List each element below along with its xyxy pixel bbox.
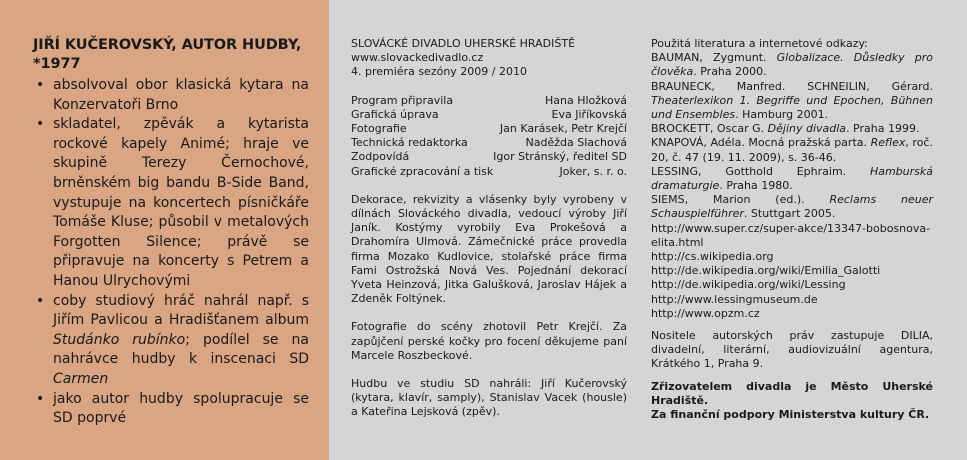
reference-title: Hamburská dramaturgie <box>651 164 933 193</box>
credit-row <box>351 108 627 122</box>
link-list <box>651 222 933 321</box>
credit-name: Eva Jiříkovská <box>551 107 627 121</box>
credit-row <box>351 136 627 150</box>
literature-column <box>651 37 933 422</box>
web-link[interactable]: http://www.opzm.cz <box>651 306 760 320</box>
reference-text: . Praha 1999. <box>846 122 920 136</box>
credit-role: Technická redaktorka <box>351 136 468 150</box>
credit-name: Joker, s. r. o. <box>559 164 627 178</box>
reference-item <box>651 122 933 136</box>
bio-item: • absolvoval obor klasická kytara na Konzervatoři Brno <box>33 76 309 115</box>
bio-item: • jako autor hudby spolupracuje se SD poprvé <box>33 390 309 429</box>
music-paragraph: Hudbu ve studiu SD nahráli: Jiří Kučerovský (kytara, klavír, samply), Stanislav Vacek (housle) a Kateřina Lejsková (zpěv). <box>351 377 627 419</box>
workshop-paragraph: Dekorace, rekvizity a vlásenky byly vyrobeny v dílnách Slováckého divadla, vedoucí výroby Jiří Janík. Kostýmy vyrobily Eva Prokešová a Drahomíra Ulmová. Zámečnické práce provedla firma Mozako Kudlovice, stolařské práce firma Fami Ostrožská Nová Ves. Pojednání dekorací Yveta Heinzová, Jitka Galušková, Jaroslav Hájek a Zdeněk Foltýnek. <box>351 192 627 306</box>
reference-text: BRAUNECK, Manfred. SCHNEILIN, Gérard. <box>651 79 933 93</box>
web-link[interactable]: http://www.super.cz/super-akce/13347-bobosnova-elita.html <box>651 221 931 249</box>
credits-panel <box>329 0 967 460</box>
photo-paragraph: Fotografie do scény zhotovil Petr Krejčí. Za zapůjčení perské kočky pro focení děkujeme paní Marcele Roszbeckové. <box>351 320 627 362</box>
credit-row <box>351 122 627 136</box>
rights-notice: Nositele autorských práv zastupuje DILIA, divadelní, literární, audiovizuální agentura, Krátkého 1, Praha 9. <box>651 329 933 371</box>
web-link[interactable]: http://de.wikipedia.org/wiki/Lessing <box>651 278 846 292</box>
reference-text: . Praha 2000. <box>693 65 767 79</box>
credit-name: Hana Hložková <box>544 93 627 107</box>
bio-item <box>33 292 309 390</box>
reference-title: Reclams neuer Schauspielführer <box>651 193 933 221</box>
theatre-website: www.slovackedivadlo.cz <box>351 51 484 65</box>
credit-name: Igor Stránský, ředitel SD <box>493 150 627 164</box>
credit-role: Grafická úprava <box>351 107 439 121</box>
bio-item: • skladatel, zpěvák a kytarista rockové kapely Animé; hraje ve skupině Terezy Černochové, brněnském big bandu B-Side Band, vystupuje na koncertech písničkáře Tomáše Kluse; působil v metalových Forgotten Silence; právě se připravuje na koncerty s Petrem a Hanou Ulrychovými <box>33 115 309 291</box>
credits-list <box>351 94 627 179</box>
credit-role: Grafické zpracování a tisk <box>351 164 494 178</box>
credit-row <box>351 94 627 108</box>
reference-text: SIEMS, Marion (ed.). <box>651 193 830 207</box>
credit-role: Fotografie <box>351 122 407 136</box>
credit-row <box>351 150 627 164</box>
literature-heading: Použitá literatura a internetové odkazy: <box>651 37 868 50</box>
composer-bio-panel <box>0 0 329 460</box>
reference-title: Globalizace. Důsledky pro člověka <box>651 51 934 79</box>
founder-notice: Zřizovatelem divadla je Město Uherské Hradiště. <box>651 379 933 407</box>
theatre-name: SLOVÁCKÉ DIVADLO UHERSKÉ HRADIŠTĚ <box>351 37 576 50</box>
web-link[interactable]: http://de.wikipedia.org/wiki/Emilia_Galotti <box>651 264 881 278</box>
reference-item <box>651 51 933 79</box>
credit-role: Zodpovídá <box>351 150 410 164</box>
reference-text: . Praha 1980. <box>719 179 793 193</box>
reference-text: KNAPOVÁ, Adéla. Mocná pražská parta. <box>651 136 871 150</box>
reference-text: BROCKETT, Oscar G. <box>651 122 768 136</box>
reference-text: . Stuttgart 2005. <box>743 207 836 221</box>
composer-name: JIŘÍ KUČEROVSKÝ, AUTOR HUDBY, <box>33 37 302 53</box>
support-notice: Za finanční podpory Ministerstva kultury ČR. <box>651 408 930 422</box>
credit-name: Naděžda Slachová <box>525 136 627 150</box>
bio-text: coby studiový hráč nahrál např. s Jiřím Pavlicou a Hradišťanem album <box>53 292 309 329</box>
reference-item <box>651 136 933 164</box>
credits-column <box>351 37 627 420</box>
premiere-info: 4. premiéra sezóny 2009 / 2010 <box>351 65 527 79</box>
reference-list <box>651 51 933 221</box>
reference-text: BAUMAN, Zygmunt. <box>651 51 777 65</box>
reference-text: . Hamburg 2001. <box>735 108 829 122</box>
credit-name: Jan Karásek, Petr Krejčí <box>499 122 627 136</box>
production-title: Carmen <box>53 370 109 387</box>
reference-title: Theaterlexikon 1. Begriffe und Epochen, Bühnen und Ensembles <box>651 93 933 122</box>
reference-text: , roč. 20, č. 47 (19. 11. 2009), s. 36-46. <box>651 136 933 164</box>
composer-birth-year: *1977 <box>33 56 81 72</box>
reference-text: LESSING, Gotthold Ephraim. <box>651 164 870 178</box>
bio-text: ; podílel se na nahrávce hudby k inscenaci SD <box>53 331 309 368</box>
reference-title: Dějiny divadla <box>767 122 847 136</box>
web-link[interactable]: http://www.lessingmuseum.de <box>651 292 818 306</box>
web-link[interactable]: http://cs.wikipedia.org <box>651 250 774 264</box>
composer-heading <box>33 36 309 74</box>
credit-row <box>351 165 627 179</box>
album-title: Studánko rubínko <box>53 331 186 348</box>
composer-bio-list <box>33 76 309 429</box>
reference-item <box>651 165 933 193</box>
reference-item <box>651 193 933 221</box>
reference-title: Reflex <box>870 136 906 150</box>
credit-role: Program připravila <box>351 93 454 107</box>
reference-item <box>651 80 933 123</box>
